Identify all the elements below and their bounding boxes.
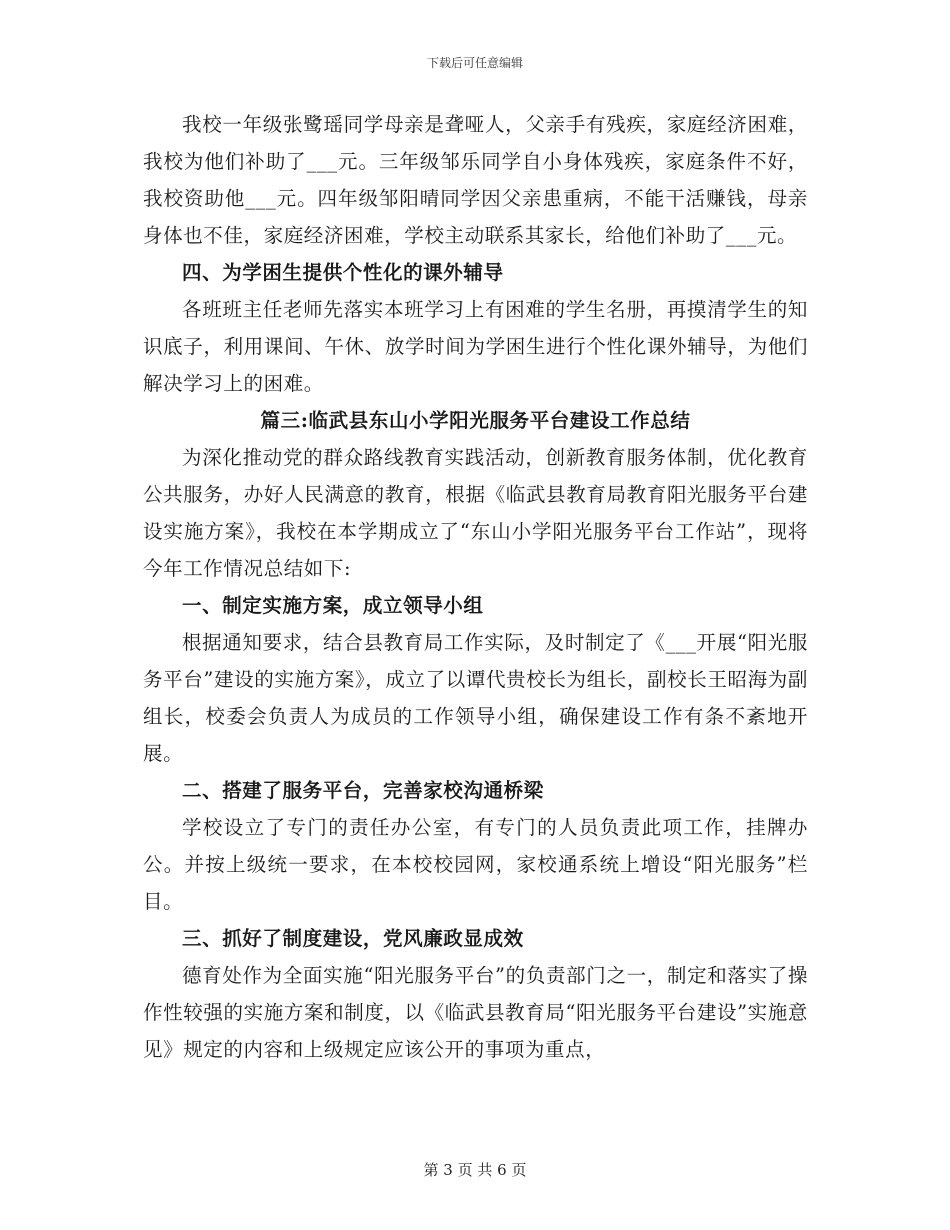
paragraph-intro: 为深化推动党的群众路线教育实践活动，创新教育服务体制，优化教育公共服务，办好人民满意的教育，根据《临武县教育局教育阳光服务平台建设实施方案》，我校在本学期成立了“东山小学阳光服务平台工作站”，现将今年工作情况总结如下:: [143, 446, 808, 580]
paragraph-system: 德育处作为全面实施“阳光服务平台”的负责部门之一，制定和落实了操作性较强的实施方案和制度，以《临武县教育局“阳光服务平台建设”实施意见》规定的内容和上级规定应该公开的事项为重点，: [143, 964, 808, 1061]
paragraph-tutoring: 各班班主任老师先落实本班学习上有困难的学生名册，再摸清学生的知识底子，利用课间、午休、放学时间为学困生进行个性化课外辅导，为他们解决学习上的困难。: [143, 298, 808, 395]
paragraph-plan: 根据通知要求，结合县教育局工作实际，及时制定了《___开展“阳光服务平台”建设的实施方案》，成立了以谭代贵校长为组长，副校长王昭海为副组长，校委会负责人为成员的工作领导小组，确保建设工作有条不紊地开展。: [143, 631, 808, 765]
document-body: [143, 106, 808, 1068]
heading-tutoring: 四、为学困生提供个性化的课外辅导: [182, 261, 504, 284]
paragraph-subsidy: 我校一年级张鹭瑶同学母亲是聋哑人，父亲手有残疾，家庭经济困难，我校为他们补助了___元。三年级邹乐同学自小身体残疾，家庭条件不好，我校资助他___元。四年级邹阳晴同学因父亲患重病，不能干活赚钱，母亲身体也不佳，家庭经济困难，学校主动联系其家长，给他们补助了___元。: [143, 113, 808, 247]
paragraph-platform: 学校设立了专门的责任办公室，有专门的人员负责此项工作，挂牌办公。并按上级统一要求，在本校校园网，家校通系统上增设“阳光服务”栏目。: [143, 816, 808, 913]
heading-platform: 二、搭建了服务平台，完善家校沟通桥梁: [182, 779, 544, 802]
page-number: 第 3 页 共 6 页: [423, 1161, 527, 1179]
heading-system: 三、抓好了制度建设，党风廉政显成效: [182, 927, 524, 950]
section-title: 篇三:临武县东山小学阳光服务平台建设工作总结: [260, 409, 691, 432]
heading-plan: 一、制定实施方案，成立领导小组: [182, 594, 484, 617]
page-header: 下载后可任意编辑: [426, 56, 523, 70]
